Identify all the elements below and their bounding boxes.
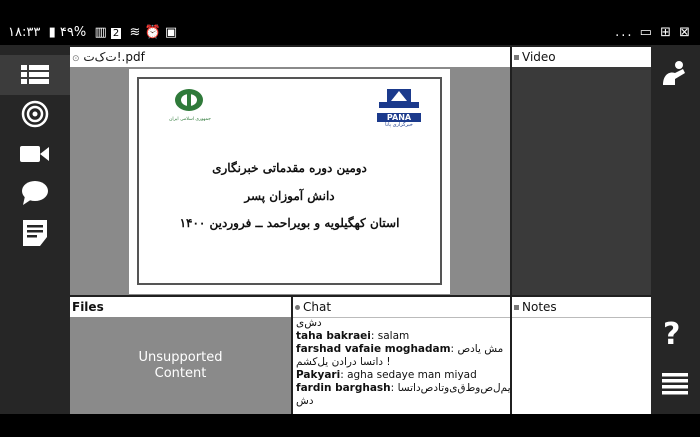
files-pane [70, 297, 291, 414]
right-logo-text: PANA [377, 113, 421, 122]
left-logo-caption: جمهوری اسلامی ایران [169, 117, 211, 122]
notes-pane-icon [514, 305, 519, 310]
left-logo [165, 87, 215, 122]
right-toolbar [651, 45, 700, 414]
unsupported-content-label: Unsupported Content [138, 349, 223, 381]
clock: ۱۸:۳۳ [8, 25, 41, 40]
raise-hand-icon [661, 59, 689, 87]
chat-message: دش‌ی [296, 317, 322, 329]
chat-pane-header [293, 297, 510, 318]
lock-icon: ▣ [164, 25, 178, 40]
slide-location-line: استان کهگیلویه و بویراحمد ــ فروردین ۱۴۰۰ [179, 216, 400, 230]
slide-frame [137, 77, 442, 285]
chat-message: Pakyari: agha sedaye man miyad [296, 369, 477, 381]
chat-pane-title: Chat [303, 300, 332, 314]
slide-title-line: دومین دوره مقدماتی خبرنگاری [212, 161, 367, 175]
notes-pane-header [512, 297, 651, 318]
camera-button[interactable] [0, 134, 70, 174]
chat-message: taha bakraei: salam [296, 330, 410, 342]
notes-pane-title: Notes [522, 300, 557, 314]
layout-button[interactable] [0, 55, 70, 95]
menu-button[interactable] [662, 372, 688, 400]
help-button[interactable]: ? [663, 317, 681, 352]
camera-icon [20, 144, 50, 164]
emblem-logo [169, 87, 209, 113]
presentation-slide [129, 69, 450, 294]
document-file-name: ت‌ک‌ت!.pdf [83, 50, 145, 64]
raise-hand-button[interactable] [661, 59, 689, 91]
video-area [512, 67, 651, 295]
chat-messages[interactable] [293, 317, 511, 414]
signal-icon: ▥ [94, 25, 107, 40]
status-right-icons: ... ▭ ⊞ ⊠ [615, 25, 692, 40]
files-pane-title: Files [72, 300, 104, 314]
document-viewer[interactable] [70, 67, 510, 295]
chat-bubble-icon [21, 180, 49, 206]
notification-count: 2 [112, 28, 120, 39]
hamburger-menu-icon [662, 372, 688, 396]
battery-level: ۴۹% [59, 25, 87, 40]
battery-icon: ▮ [48, 25, 56, 40]
target-icon [21, 100, 49, 128]
chat-pane [293, 297, 510, 414]
files-pane-header [70, 297, 291, 318]
left-toolbar [0, 45, 70, 414]
video-pane-icon [514, 55, 519, 60]
broadcast-button[interactable] [0, 94, 70, 134]
files-content [70, 317, 291, 414]
layout-icon [21, 64, 49, 86]
slide-subtitle-line: دانش آموزان پسر [244, 189, 335, 203]
right-logo-caption: خبرگزاری پانا [385, 122, 413, 128]
alarm-icon: ⏰ [144, 25, 161, 40]
chat-pane-icon [295, 305, 300, 310]
document-pane [70, 47, 510, 295]
notes-icon [23, 220, 47, 246]
wifi-icon: ≋ [129, 25, 141, 40]
notes-pane[interactable] [512, 297, 651, 414]
status-bar [0, 23, 700, 45]
document-file-icon: ⊙ [72, 54, 80, 64]
chat-button[interactable] [0, 173, 70, 213]
notes-button[interactable] [0, 213, 70, 253]
chat-message: fardin barghash: یم‌ل‌ص‌و‌ط‌ق‌ی‌وتادص‌داتسا دش [296, 382, 511, 407]
pana-emblem-logo [377, 87, 421, 109]
right-logo [371, 87, 427, 128]
video-pane-title: Video [522, 50, 556, 64]
video-pane-header [512, 47, 651, 68]
video-pane [512, 47, 651, 295]
chat-message: farshad vafaie moghadam: مش یادص داتسا درادن یل‌کشم ! [296, 343, 504, 368]
document-pane-header [70, 47, 510, 68]
